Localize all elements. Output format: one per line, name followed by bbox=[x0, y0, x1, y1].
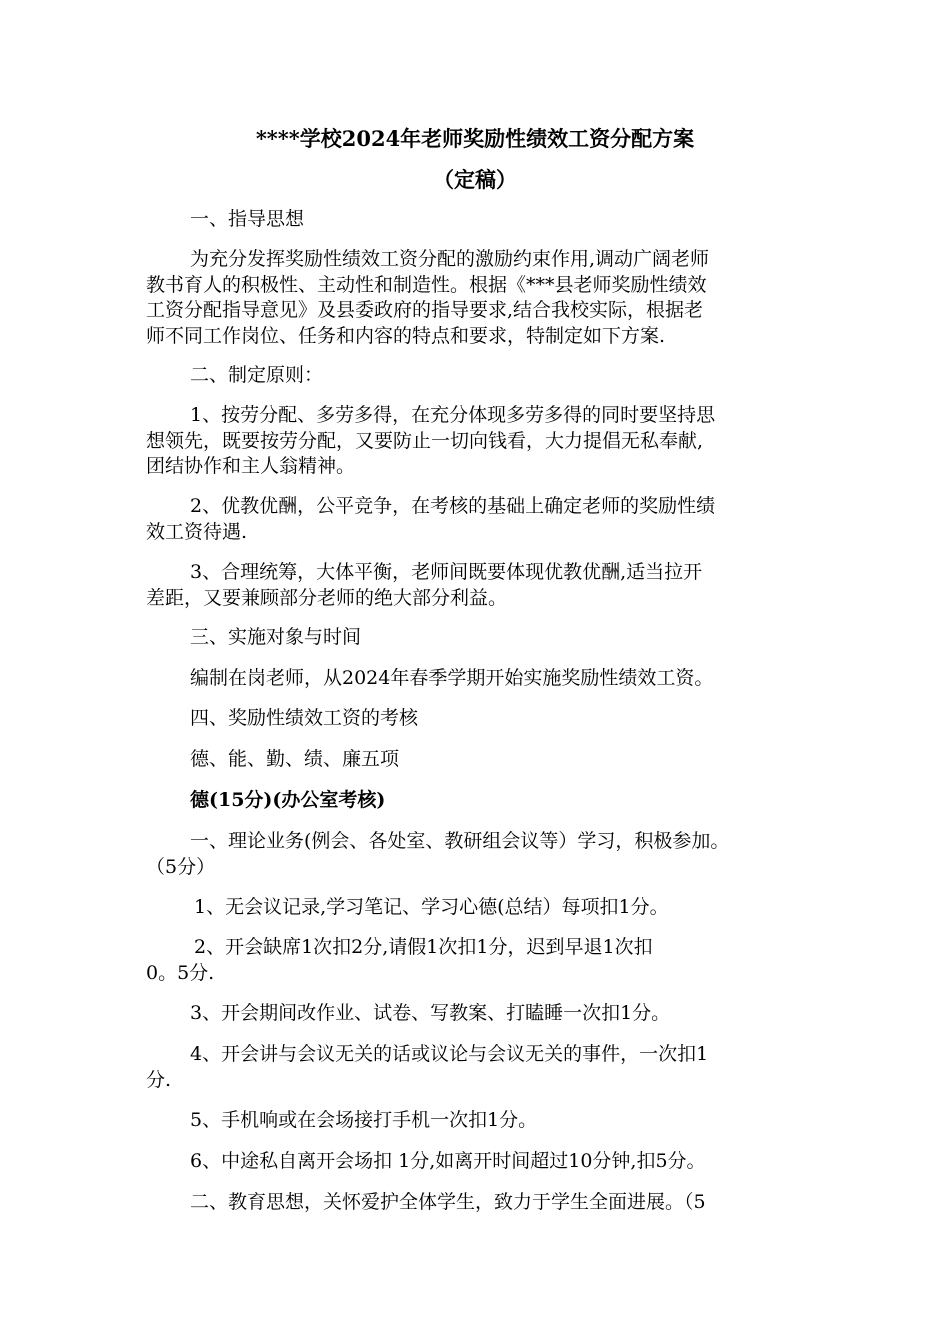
paragraph-rule-4 bbox=[146, 1042, 821, 1093]
text-line: 二、制定原则： bbox=[190, 364, 324, 386]
text-line: 效工资待遇. bbox=[146, 520, 248, 543]
text-line: 1、无会议记录,学习笔记、学习心德(总结）每项扣1分。 bbox=[194, 896, 669, 918]
text-line: 1、按劳分配、多劳多得，在充分体现多劳多得的同时要坚持思 bbox=[190, 404, 716, 426]
text-line: 想领先，既要按劳分配，又要防止一切向钱看，大力提倡无私奉献, bbox=[146, 429, 704, 452]
text-line: 3、合理统筹，大体平衡，老师间既要体现优教优酬,适当拉开 bbox=[190, 561, 703, 583]
text-line: 一、指导思想 bbox=[190, 208, 305, 230]
text-line: 5、手机响或在会场接打手机一次扣1分。 bbox=[190, 1109, 538, 1131]
paragraph-five-items bbox=[146, 747, 821, 773]
text-line: 三、实施对象与时间 bbox=[190, 626, 362, 648]
paragraph-principle-3 bbox=[146, 560, 821, 611]
text-line: 工资分配指导意见》及县委政府的指导要求,结合我校实际，根据老 bbox=[146, 299, 704, 321]
paragraph-principle-1 bbox=[146, 403, 821, 480]
paragraph-purpose bbox=[146, 247, 821, 349]
paragraph-rule-3 bbox=[146, 1001, 821, 1027]
text-line: 团结协作和主人翁精神。 bbox=[146, 455, 356, 477]
section-heading-assessment bbox=[146, 706, 821, 732]
text-line: 编制在岗老师，从2024年春季学期开始实施奖励性绩效工资。 bbox=[190, 667, 714, 689]
subheading-morality bbox=[146, 788, 821, 814]
text-line: 教书育人的积极性、主动性和制造性。根据《***县老师奖励性绩效 bbox=[146, 273, 707, 296]
document-subtitle: （定稿） bbox=[433, 167, 517, 192]
paragraph-scope bbox=[146, 666, 821, 692]
text-line: 德、能、勤、绩、廉五项 bbox=[190, 748, 400, 770]
text-line: 二、教育思想，关怀爱护全体学生，致力于学生全面进展。（5 bbox=[190, 1191, 706, 1213]
section-heading-principles bbox=[146, 363, 821, 389]
text-line: 0。5分. bbox=[146, 961, 215, 984]
text-line: 为充分发挥奖励性绩效工资分配的激励约束作用,调动广阔老师 bbox=[190, 248, 710, 270]
paragraph-rule-2 bbox=[146, 935, 821, 986]
paragraph-item-1 bbox=[146, 829, 821, 880]
text-line: 6、中途私自离开会场扣 1分,如离开时间超过10分钟,扣5分。 bbox=[190, 1150, 706, 1172]
text-line: 德(15分)(办公室考核) bbox=[190, 789, 386, 811]
paragraph-rule-6 bbox=[146, 1149, 821, 1175]
text-line: 分. bbox=[146, 1068, 172, 1091]
document-title: ****学校2024年老师奖励性绩效工资分配方案 bbox=[255, 126, 695, 151]
paragraph-rule-1 bbox=[146, 895, 821, 921]
text-line: （5分） bbox=[146, 855, 216, 878]
section-heading-scope bbox=[146, 625, 821, 651]
text-line: 差距，又要兼顾部分老师的绝大部分利益。 bbox=[146, 586, 508, 609]
section-heading-guiding-ideology bbox=[146, 207, 821, 233]
paragraph-principle-2 bbox=[146, 494, 821, 545]
paragraph-item-2 bbox=[146, 1190, 821, 1216]
text-line: 2、优教优酬，公平竞争，在考核的基础上确定老师的奖励性绩 bbox=[190, 495, 716, 517]
text-line: 3、开会期间改作业、试卷、写教案、打瞌睡一次扣1分。 bbox=[190, 1002, 671, 1024]
text-line: 2、开会缺席1次扣2分,请假1次扣1分，迟到早退1次扣 bbox=[194, 936, 653, 958]
text-line: 师不同工作岗位、任务和内容的特点和要求，特制定如下方案. bbox=[146, 324, 666, 347]
text-line: 四、奖励性绩效工资的考核 bbox=[190, 707, 419, 729]
text-line: 一、理论业务(例会、各处室、教研组会议等）学习，积极参加。 bbox=[190, 830, 730, 852]
paragraph-rule-5 bbox=[146, 1108, 821, 1134]
text-line: 4、开会讲与会议无关的话或议论与会议无关的事件，一次扣1 bbox=[190, 1043, 709, 1065]
